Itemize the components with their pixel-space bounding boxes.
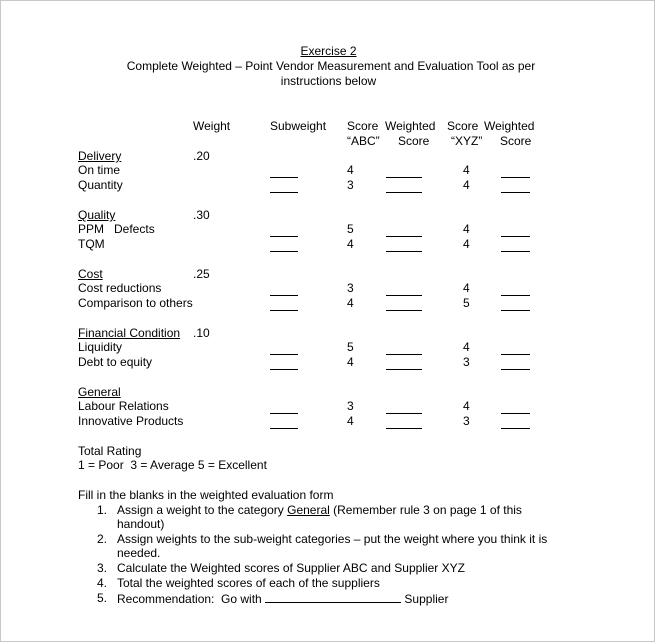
instruction-item — [117, 503, 522, 517]
weighted-score-abc-blank[interactable] — [386, 251, 422, 252]
instruction-text: Assign a weight to the category — [117, 503, 288, 517]
weighted-score-xyz-blank[interactable] — [501, 354, 530, 355]
subweight-blank[interactable] — [270, 251, 298, 252]
subweight-blank[interactable] — [270, 236, 298, 237]
item-label: Quantity — [78, 178, 123, 192]
item-label: Cost reductions — [78, 281, 162, 295]
category-name: Financial Condition — [78, 326, 181, 340]
category-name: General — [78, 385, 121, 399]
item-score-xyz: 4 — [463, 222, 470, 236]
weighted-score-abc-blank[interactable] — [386, 428, 422, 429]
category-weight: .25 — [193, 267, 210, 281]
item-score-xyz: 3 — [463, 414, 470, 428]
item-score-xyz: 4 — [463, 178, 470, 192]
item-score-abc: 4 — [347, 237, 354, 251]
instruction-text: Total the weighted scores of each of the suppliers — [117, 576, 380, 590]
item-score-abc: 3 — [347, 178, 354, 192]
header-weighted-score-abc: Score — [398, 134, 430, 148]
category-name: Cost — [78, 267, 103, 281]
header-subweight: Subweight — [270, 119, 327, 133]
weighted-score-xyz-blank[interactable] — [501, 236, 530, 237]
header-score-abc: Score — [347, 119, 379, 133]
weighted-score-abc-blank[interactable] — [386, 192, 422, 193]
item-score-abc: 4 — [347, 163, 354, 177]
category-weight: .30 — [193, 208, 210, 222]
weighted-score-xyz-blank[interactable] — [501, 413, 530, 414]
instruction-number: 3. — [97, 561, 108, 575]
weighted-score-xyz-blank[interactable] — [501, 369, 530, 370]
item-score-xyz: 4 — [463, 399, 470, 413]
header-abc: “ABC” — [347, 134, 380, 148]
item-score-xyz: 4 — [463, 237, 470, 251]
subweight-blank[interactable] — [270, 428, 298, 429]
exercise-title: Exercise 2 — [300, 44, 357, 58]
item-score-abc: 4 — [347, 355, 354, 369]
instruction-continuation: needed. — [117, 546, 161, 560]
item-score-abc: 3 — [347, 281, 354, 295]
item-score-abc: 5 — [347, 222, 354, 236]
instruction-continuation: handout) — [117, 517, 165, 531]
item-score-xyz: 5 — [463, 296, 470, 310]
rating-scale: 1 = Poor 3 = Average 5 = Excellent — [78, 458, 267, 472]
weighted-score-xyz-blank[interactable] — [501, 428, 530, 429]
subweight-blank[interactable] — [270, 354, 298, 355]
item-label: Comparison to others — [78, 296, 193, 310]
weighted-score-xyz-blank[interactable] — [501, 251, 530, 252]
weighted-score-xyz-blank[interactable] — [501, 177, 530, 178]
total-rating-label: Total Rating — [78, 444, 142, 458]
header-weight: Weight — [193, 119, 231, 133]
header-weighted-xyz: Weighted — [484, 119, 535, 133]
category-name: Quality — [78, 208, 116, 222]
item-score-abc: 4 — [347, 414, 354, 428]
category-name: Delivery — [78, 149, 122, 163]
instruction-text: Assign weights to the sub-weight categories – put the weight where you think it is — [117, 532, 548, 546]
instruction-number: 2. — [97, 532, 108, 546]
weighted-score-abc-blank[interactable] — [386, 413, 422, 414]
subweight-blank[interactable] — [270, 177, 298, 178]
instruction-text: Supplier — [401, 592, 449, 606]
item-label: Innovative Products — [78, 414, 184, 428]
weighted-score-xyz-blank[interactable] — [501, 192, 530, 193]
item-score-xyz: 3 — [463, 355, 470, 369]
instruction-text: (Remember rule 3 on page 1 of this — [329, 503, 522, 517]
exercise-subtitle-line2: instructions below — [280, 74, 377, 88]
subweight-blank[interactable] — [270, 369, 298, 370]
category-reference: General — [287, 503, 330, 517]
header-weighted-score-xyz: Score — [500, 134, 532, 148]
item-label: PPM Defects — [78, 222, 155, 236]
item-score-xyz: 4 — [463, 281, 470, 295]
instructions-intro: Fill in the blanks in the weighted evaluation form — [78, 488, 334, 502]
subweight-blank[interactable] — [270, 310, 298, 311]
instruction-item — [117, 591, 448, 606]
item-score-abc: 5 — [347, 340, 354, 354]
item-score-abc: 3 — [347, 399, 354, 413]
header-score-xyz: Score — [447, 119, 479, 133]
weighted-score-abc-blank[interactable] — [386, 236, 422, 237]
weighted-score-xyz-blank[interactable] — [501, 310, 530, 311]
item-score-xyz: 4 — [463, 163, 470, 177]
item-score-abc: 4 — [347, 296, 354, 310]
weighted-score-abc-blank[interactable] — [386, 369, 422, 370]
category-weight: .10 — [193, 326, 210, 340]
header-weighted-abc: Weighted — [385, 119, 436, 133]
instruction-number: 1. — [97, 503, 108, 517]
weighted-score-xyz-blank[interactable] — [501, 295, 530, 296]
instruction-text: Recommendation: Go with — [117, 592, 266, 606]
weighted-score-abc-blank[interactable] — [386, 295, 422, 296]
item-label: Labour Relations — [78, 399, 169, 413]
weighted-score-abc-blank[interactable] — [386, 354, 422, 355]
instruction-number: 5. — [97, 591, 108, 605]
category-weight: .20 — [193, 149, 210, 163]
subweight-blank[interactable] — [270, 192, 298, 193]
subweight-blank[interactable] — [270, 413, 298, 414]
item-label: TQM — [78, 237, 105, 251]
exercise-subtitle-line1: Complete Weighted – Point Vendor Measurement and Evaluation Tool as per — [126, 59, 536, 73]
item-label: On time — [78, 163, 121, 177]
header-xyz: “XYZ” — [451, 134, 483, 148]
item-score-xyz: 4 — [463, 340, 470, 354]
weighted-score-abc-blank[interactable] — [386, 177, 422, 178]
subweight-blank[interactable] — [270, 295, 298, 296]
supplier-blank[interactable] — [265, 591, 401, 603]
instruction-number: 4. — [97, 576, 108, 590]
item-label: Liquidity — [78, 340, 123, 354]
instruction-text: Calculate the Weighted scores of Supplier ABC and Supplier XYZ — [117, 561, 465, 575]
weighted-score-abc-blank[interactable] — [386, 310, 422, 311]
item-label: Debt to equity — [78, 355, 153, 369]
